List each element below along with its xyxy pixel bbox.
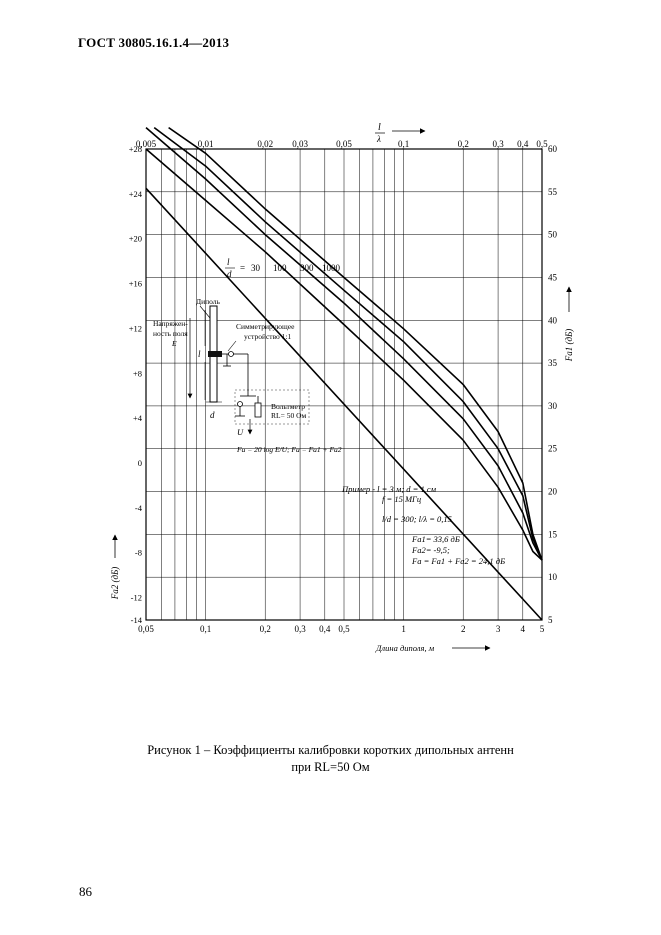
- right-tick-label: 20: [548, 486, 557, 497]
- svg-text:Напряжен-: Напряжен-: [153, 319, 188, 328]
- document-header: ГОСТ 30805.16.1.4—2013: [78, 35, 230, 50]
- left-tick-label: -4: [134, 502, 142, 513]
- x-tick-label: 0,3: [294, 624, 306, 634]
- top-tick-label: 0,03: [292, 139, 308, 149]
- x-tick-label: 0,5: [338, 624, 350, 634]
- svg-text:d: d: [227, 269, 232, 279]
- top-tick-label: 0,005: [135, 139, 157, 149]
- caption-line-1: Рисунок 1 – Коэффициенты калибровки коротких дипольных антенн: [147, 743, 514, 757]
- curve-label-eq: =: [240, 263, 246, 273]
- right-tick-label: 50: [548, 229, 557, 240]
- svg-text:d: d: [210, 410, 215, 420]
- right-tick-label: 25: [548, 443, 557, 454]
- x-tick-label: 0,05: [138, 624, 154, 634]
- x-axis-label: Длина диполя, м: [376, 643, 435, 653]
- right-tick-label: 15: [548, 529, 557, 540]
- caption-line-2: при RL=50 Ом: [291, 760, 370, 774]
- series-line: [169, 128, 542, 560]
- right-tick-label: 30: [548, 400, 557, 411]
- x-tick-labels: [138, 624, 545, 634]
- right-axis-label: Fa1 (дБ): [564, 328, 574, 362]
- left-tick-label: -8: [134, 547, 142, 558]
- top-tick-label: 0,4: [517, 139, 529, 149]
- left-tick-label: +4: [132, 413, 142, 424]
- page-number: 86: [79, 884, 92, 899]
- top-tick-label: 0,3: [492, 139, 504, 149]
- top-tick-label: 0,01: [197, 139, 214, 149]
- x-tick-label: 5: [539, 624, 545, 634]
- left-tick-label: 0: [137, 458, 142, 468]
- right-tick-label: 55: [548, 186, 557, 197]
- svg-text:l: l: [227, 257, 230, 267]
- svg-text:ность поля: ность поля: [153, 329, 188, 338]
- x-tick-label: 0,1: [199, 624, 212, 634]
- svg-text:RL= 50 Ом: RL= 50 Ом: [271, 411, 307, 420]
- inset-dipole-label: Диполь: [196, 297, 220, 306]
- svg-text:l: l: [198, 349, 201, 359]
- right-tick-label: 45: [548, 272, 557, 283]
- right-tick-label: 60: [548, 144, 557, 154]
- curve-label-100: 100: [273, 263, 287, 273]
- x-tick-label: 0,2: [259, 624, 271, 634]
- svg-text:U: U: [237, 427, 244, 437]
- svg-text:f = 15 МГц: f = 15 МГц: [382, 494, 422, 504]
- top-tick-label: 0,2: [457, 139, 469, 149]
- left-tick-label: -14: [130, 615, 142, 625]
- x-tick-label: 4: [520, 624, 526, 634]
- svg-text:Симметрирующее: Симметрирующее: [236, 322, 295, 331]
- left-tick-labels: [129, 144, 143, 625]
- right-tick-label: 40: [548, 315, 557, 326]
- right-tick-label: 5: [548, 615, 553, 625]
- svg-text:Fa = Fa1 + Fa2 = 24,1 дБ: Fa = Fa1 + Fa2 = 24,1 дБ: [412, 556, 506, 566]
- svg-text:Пример - l = 3 м; d = 1 см: Пример - l = 3 м; d = 1 см: [342, 484, 437, 494]
- figure-caption: [0, 742, 661, 776]
- left-tick-label: +16: [128, 278, 142, 289]
- left-tick-label: +28: [128, 144, 142, 154]
- top-tick-label: 0,5: [536, 139, 548, 149]
- svg-text:E: E: [172, 339, 177, 348]
- left-tick-label: +20: [128, 233, 142, 244]
- svg-text:Fa = 20 log E/U; Fa = Fa1 + Fa: Fa = 20 log E/U; Fa = Fa1 + Fa2: [237, 445, 342, 454]
- left-tick-label: +12: [128, 323, 142, 334]
- right-tick-labels: [548, 144, 558, 625]
- svg-text:l/d = 300; l/λ = 0,15: l/d = 300; l/λ = 0,15: [382, 514, 452, 524]
- top-tick-label: 0,02: [257, 139, 274, 149]
- right-tick-label: 35: [548, 358, 557, 369]
- top-tick-label: 0,05: [336, 139, 352, 149]
- grid: [146, 149, 542, 620]
- curve-label-300: 300: [300, 263, 314, 273]
- left-tick-label: -12: [130, 592, 142, 603]
- svg-text:Вольтметр: Вольтметр: [271, 402, 306, 411]
- svg-text:l: l: [378, 122, 381, 133]
- x-tick-label: 0,4: [319, 624, 331, 634]
- x-tick-label: 2: [460, 624, 466, 634]
- curve-label-1000: 1000: [322, 263, 340, 273]
- left-tick-label: +8: [132, 368, 142, 379]
- curve-label-30: 30: [251, 263, 260, 273]
- svg-text:устройство 1:1: устройство 1:1: [244, 332, 292, 341]
- x-tick-label: 3: [495, 624, 501, 634]
- x-tick-label: 1: [401, 624, 406, 634]
- svg-text:Fa1= 33,6 дБ: Fa1= 33,6 дБ: [412, 534, 460, 544]
- right-tick-label: 10: [548, 572, 557, 583]
- inset-schematic: [153, 297, 342, 454]
- svg-text:λ: λ: [377, 134, 381, 144]
- top-tick-label: 0,1: [397, 139, 410, 149]
- left-tick-label: +24: [128, 188, 142, 199]
- left-axis-label: Fa2 (дБ): [110, 566, 120, 600]
- svg-text:Fa2= -9,5;: Fa2= -9,5;: [412, 545, 450, 555]
